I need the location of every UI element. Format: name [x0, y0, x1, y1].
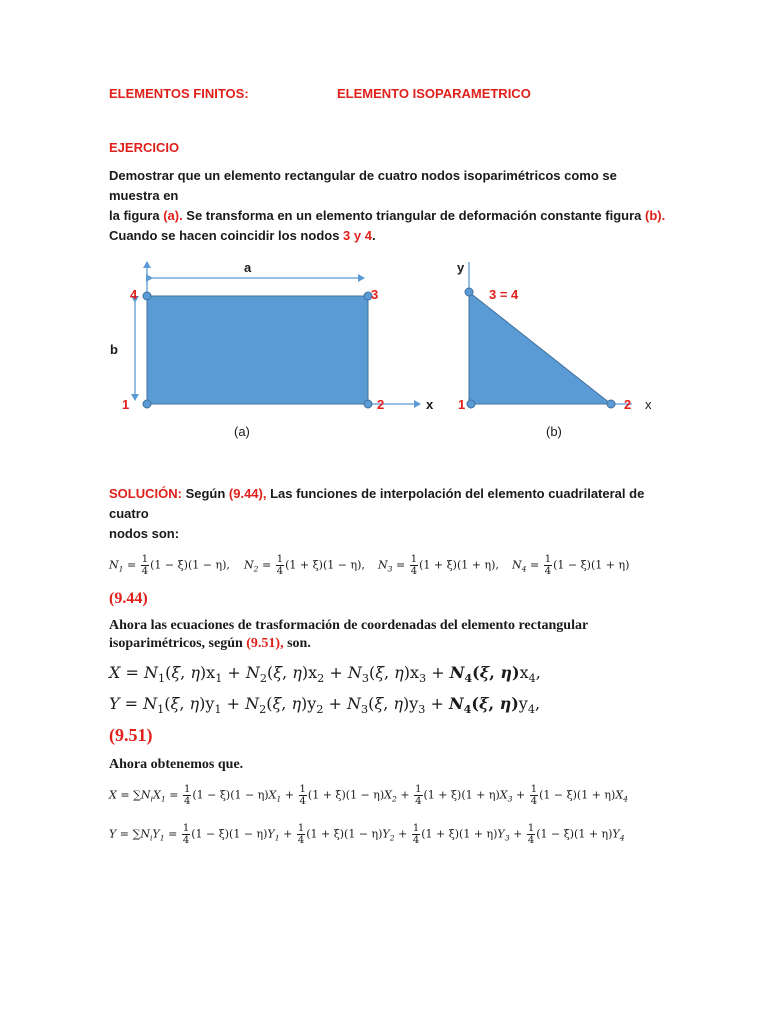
- eq-number-944: (9.44): [109, 590, 148, 607]
- exercise-line-2: la figura (a). Se transforma en un elemento triangular de deformación constante figura (b).: [109, 208, 666, 223]
- solution-label: SOLUCIÓN:: [109, 486, 182, 501]
- equation-x-transform: $X = N_1(\xi$, $\eta)x_1 + N_2(\xi$, $\eta)x_2 + N_3(\xi$, $\eta)x_3 + N_4(\xi$, $\eta)x_4$,: [109, 663, 541, 686]
- dim-b-label: b: [110, 342, 118, 357]
- eq-number-951: (9.51): [109, 725, 153, 745]
- header-left: ELEMENTOS FINITOS:: [109, 86, 249, 101]
- caption-a: (a): [234, 424, 250, 439]
- eq-944-ref: (9.44),: [228, 486, 267, 501]
- exercise-text: [109, 166, 669, 246]
- node-1-point: [143, 400, 151, 408]
- eq-951-ref: (9.51),: [246, 636, 284, 651]
- figure-b: [465, 262, 632, 408]
- transform-line-2: isoparimétricos, según (9.51), son.: [109, 636, 311, 651]
- solution-text: [109, 484, 669, 544]
- caption-b: (b): [546, 424, 562, 439]
- node-2-label-b: 2: [624, 397, 632, 412]
- equation-y-transform: $Y = N_1(\xi$, $\eta)y_1 + N_2(\xi$, $\eta)y_2 + N_3(\xi$, $\eta)y_3 + N_4(\xi$, $\eta)y_4$,: [109, 694, 541, 717]
- rectangle-element: [147, 296, 368, 404]
- node-2-label: 2: [377, 397, 385, 412]
- solution-line-1: SOLUCIÓN: Según (9.44), Las funciones de interpolación del elemento cuadrilateral de cuatro: [109, 486, 645, 521]
- exercise-line-1: Demostrar que un elemento rectangular de cuatro nodos isoparimétricos como se muestra en: [109, 168, 617, 203]
- node-1-label: 1: [122, 397, 130, 412]
- figure-a-ref: (a).: [163, 208, 183, 223]
- node-34-label: 3 = 4: [489, 287, 519, 302]
- figure-b-ref: (b).: [645, 208, 666, 223]
- node-1-label-b: 1: [458, 397, 466, 412]
- shape-function-n3: $N_3$ = $\frac{1}{4}$ (1 + ξ)(1 + η),: [378, 554, 499, 577]
- exercise-line-3: Cuando se hacen coincidir los nodos 3 y 4.: [109, 228, 376, 243]
- equation-x-expanded: $X = \sum N_iX_1$ = $\frac{1}{4}$ $(1 - \xi)(1 - \eta)X_1$ + $\frac{1}{4}$ $(1 + \xi)(1 - \eta)X_2$ + $\frac{1}{4}$ $(1 + \xi)(1 + \eta)X_3$ + $\frac{1}{4}$ $(1 - \xi)(1 + \eta)X_4$: [109, 784, 629, 807]
- header-right: ELEMENTO ISOPARAMETRICO: [337, 86, 531, 101]
- solution-line-2: nodos son:: [109, 526, 180, 541]
- nodes-ref: 3 y 4: [343, 228, 372, 243]
- node-34-point: [465, 288, 473, 296]
- obtain-text: Ahora obtenemos que.: [109, 757, 244, 772]
- node-2-point: [364, 400, 372, 408]
- x-axis-label-b: x: [645, 397, 652, 412]
- shape-function-n2: $N_2$ = $\frac{1}{4}$ (1 + ξ)(1 − η),: [244, 554, 365, 577]
- shape-function-n1: $N_1$ = $\frac{1}{4}$ (1 − ξ)(1 − η),: [109, 554, 230, 577]
- transform-line-1: Ahora las ecuaciones de trasformación de coordenadas del elemento rectangular: [109, 618, 589, 633]
- transform-text: [109, 617, 709, 653]
- node-2-point-b: [607, 400, 615, 408]
- exercise-title: EJERCICIO: [109, 140, 180, 155]
- equation-y-expanded: $Y = \sum N_iY_1$ = $\frac{1}{4}$ $(1 - \xi)(1 - \eta)Y_1$ + $\frac{1}{4}$ $(1 + \xi)(1 - \eta)Y_2$ + $\frac{1}{4}$ $(1 + \xi)(1 + \eta)Y_3$ + $\frac{1}{4}$ $(1 - \xi)(1 + \eta)Y_4$: [109, 823, 625, 846]
- y-axis-label-b: y: [457, 260, 465, 275]
- x-axis-label-a: x: [426, 397, 434, 412]
- figure-a: [135, 262, 420, 408]
- node-4-label: 4: [130, 287, 138, 302]
- node-1-point-b: [467, 400, 475, 408]
- node-3-label: 3: [371, 287, 379, 302]
- shape-function-n4: $N_4$ = $\frac{1}{4}$ (1 − ξ)(1 + η): [512, 554, 630, 577]
- node-4-point: [143, 292, 151, 300]
- triangle-element: [469, 292, 611, 404]
- dim-a-label: a: [244, 260, 252, 275]
